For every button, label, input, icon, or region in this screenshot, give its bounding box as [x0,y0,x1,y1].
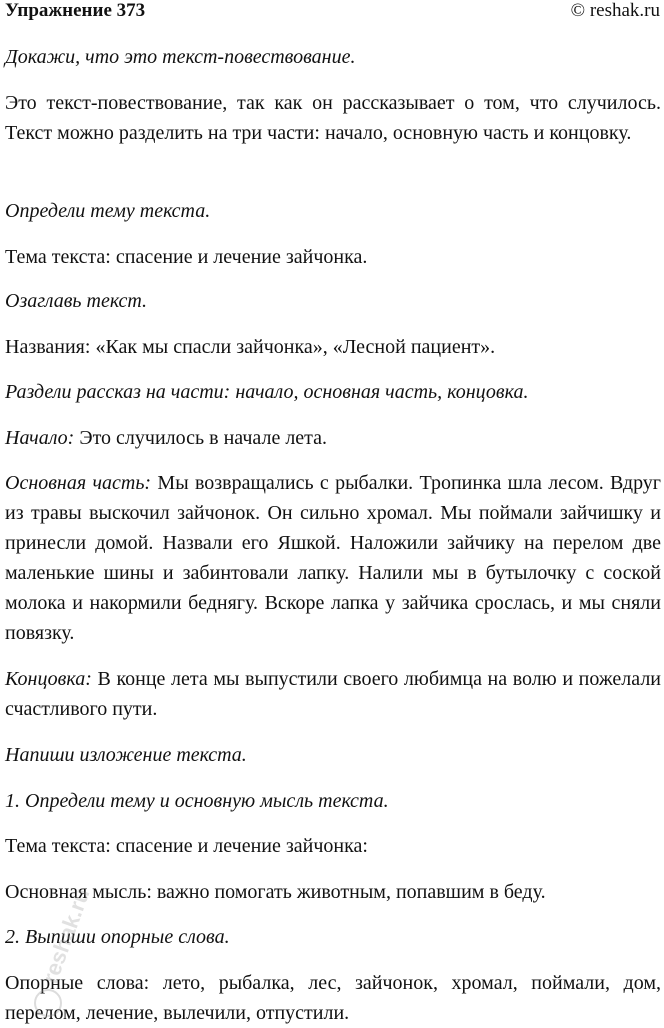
answer-7: Основная мысль: важно помогать животным, попавшим в беду. [5,881,546,903]
part-main-text: Мы возвращались с рыбалки. Тропинка шла лесом. Вдруг из травы выскочил зайчонок. Он сильно хромал. Мы поймали зайчишку и принесли домой. Назвали его Яшкой. Наложили зайчику на перелом две маленькие шины и забинтовали лапку. Налили мы в бутылочку с соской молока и накормили беднягу. Вскоре лапка у зайчика срослась, и мы сняли повязку. [5,472,662,644]
question-1: Докажи, что это текст-повествование. [5,46,356,68]
question-4: Раздели рассказ на части: начало, основная часть, концовка. [5,381,529,403]
question-3: Озаглавь текст. [5,290,148,312]
part-end [5,664,661,724]
part-main [5,468,661,648]
page-header [0,0,664,24]
part-start [5,423,661,453]
part-main-label: Основная часть: [5,472,152,494]
watermark-text: reshak.ru [37,885,95,987]
part-start-text: Это случилось в начале лета. [74,427,328,449]
part-end-text: В конце лета мы выпустили своего любимца на волю и пожелали счастливого пути. [5,668,661,720]
part-end-label: Концовка: [5,668,92,690]
question-8: 2. Выпиши опорные слова. [5,926,230,948]
answer-1: Это текст-повествование, так как он рассказывает о том, что случилось. Текст можно разделить на три части: начало, основную часть и концовку. [5,92,661,144]
site-credit: © reshak.ru [570,0,660,21]
question-5: Напиши изложение текста. [5,744,247,766]
exercise-title: Упражнение 373 [5,0,146,21]
question-2: Определи тему текста. [5,200,211,222]
question-6: 1. Определи тему и основную мысль текста. [5,790,389,812]
part-start-label: Начало: [5,427,75,449]
answer-2: Тема текста: спасение и лечение зайчонка. [5,246,368,268]
answer-6: Тема текста: спасение и лечение зайчонка: [5,835,368,857]
answer-3: Названия: «Как мы спасли зайчонка», «Лесной пациент». [5,336,496,358]
answer-8: Опорные слова: лето, рыбалка, лес, зайчонок, хромал, поймали, дом, перелом, лечение, вылечили, отпустили. [5,972,661,1024]
